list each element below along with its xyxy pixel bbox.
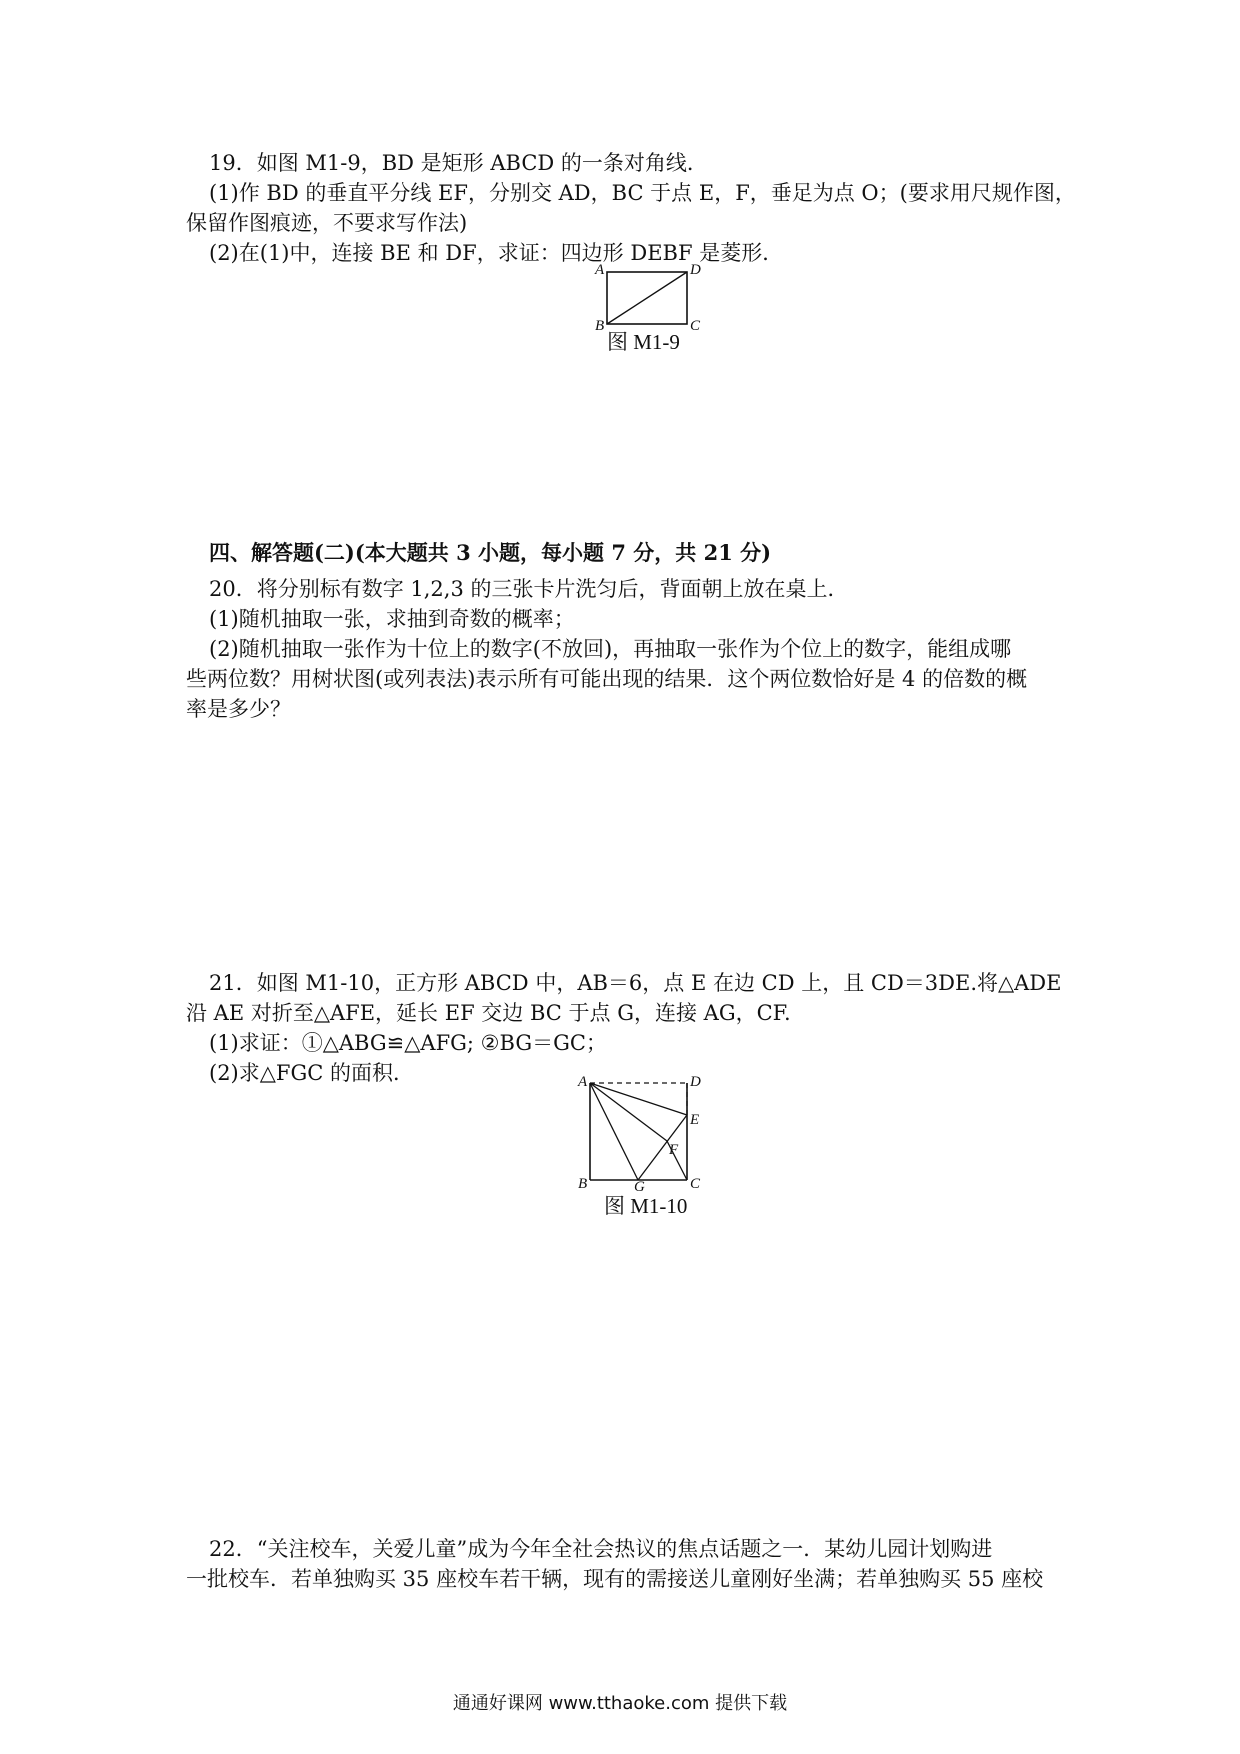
label-e: E bbox=[690, 1112, 700, 1128]
figure-m1-10-square bbox=[572, 1070, 712, 1192]
label-g: G bbox=[634, 1179, 645, 1192]
section-4-title: 四、解答题(二)(本大题共 3 小题，每小题 7 分，共 21 分) bbox=[209, 540, 772, 565]
q19-line-2: (1)作 BD 的垂直平分线 EF，分别交 AD，BC 于点 E，F，垂足为点 O；(要求用尺规作图， bbox=[209, 181, 1076, 205]
segment-ag bbox=[590, 1083, 638, 1180]
label-d: D bbox=[690, 1074, 701, 1090]
footer-download-note: 通通好课网 www.tthaoke.com 提供下载 bbox=[452, 1693, 788, 1714]
q19-line-3: 保留作图痕迹，不要求写作法) bbox=[186, 211, 468, 235]
label-d: D bbox=[690, 262, 701, 278]
q20-line-1: 20．将分别标有数字 1,2,3 的三张卡片洗匀后，背面朝上放在桌上． bbox=[209, 577, 849, 601]
figure-m1-10-caption: 图 M1-10 bbox=[604, 1194, 688, 1218]
label-b: B bbox=[578, 1176, 588, 1192]
q21-line-3: (1)求证：①△ABG≌△AFG; ②BG＝GC； bbox=[209, 1031, 607, 1055]
segment-ae bbox=[590, 1083, 687, 1115]
label-c: C bbox=[690, 1176, 701, 1192]
q19-line-4: (2)在(1)中，连接 BE 和 DF，求证：四边形 DEBF 是菱形． bbox=[209, 241, 784, 265]
figure-m1-9-caption: 图 M1-9 bbox=[607, 330, 680, 354]
q20-line-2: (1)随机抽取一张，求抽到奇数的概率； bbox=[209, 607, 575, 631]
q20-line-4: 些两位数？用树状图(或列表法)表示所有可能出现的结果．这个两位数恰好是 4 的倍数的概 bbox=[186, 667, 1028, 691]
q20-line-3: (2)随机抽取一张作为十位上的数字(不放回)，再抽取一张作为个位上的数字，能组成哪 bbox=[209, 637, 1012, 661]
label-a: A bbox=[578, 1074, 588, 1090]
q21-line-2: 沿 AE 对折至△AFE，延长 EF 交边 BC 于点 G，连接 AG，CF. bbox=[186, 1001, 791, 1025]
q22-line-1: 22．“关注校车，关爱儿童”成为今年全社会热议的焦点话题之一．某幼儿园计划购进 bbox=[209, 1537, 993, 1561]
label-f: F bbox=[669, 1142, 679, 1158]
label-b: B bbox=[595, 318, 605, 332]
diagonal-bd bbox=[607, 272, 687, 324]
q21-line-1: 21．如图 M1-10，正方形 ABCD 中，AB＝6，点 E 在边 CD 上，且 CD＝3DE.将△ADE bbox=[209, 971, 1062, 995]
q20-line-5: 率是多少？ bbox=[186, 697, 291, 721]
q19-line-1: 19．如图 M1-9，BD 是矩形 ABCD 的一条对角线． bbox=[209, 151, 708, 175]
q21-line-4: (2)求△FGC 的面积． bbox=[209, 1061, 414, 1085]
q22-line-2: 一批校车．若单独购买 35 座校车若干辆，现有的需接送儿童刚好坐满；若单独购买 55 座校 bbox=[186, 1567, 1044, 1591]
label-c: C bbox=[690, 318, 701, 332]
label-a: A bbox=[595, 262, 605, 278]
segment-af bbox=[590, 1083, 667, 1141]
figure-m1-9-rectangle bbox=[592, 262, 702, 332]
